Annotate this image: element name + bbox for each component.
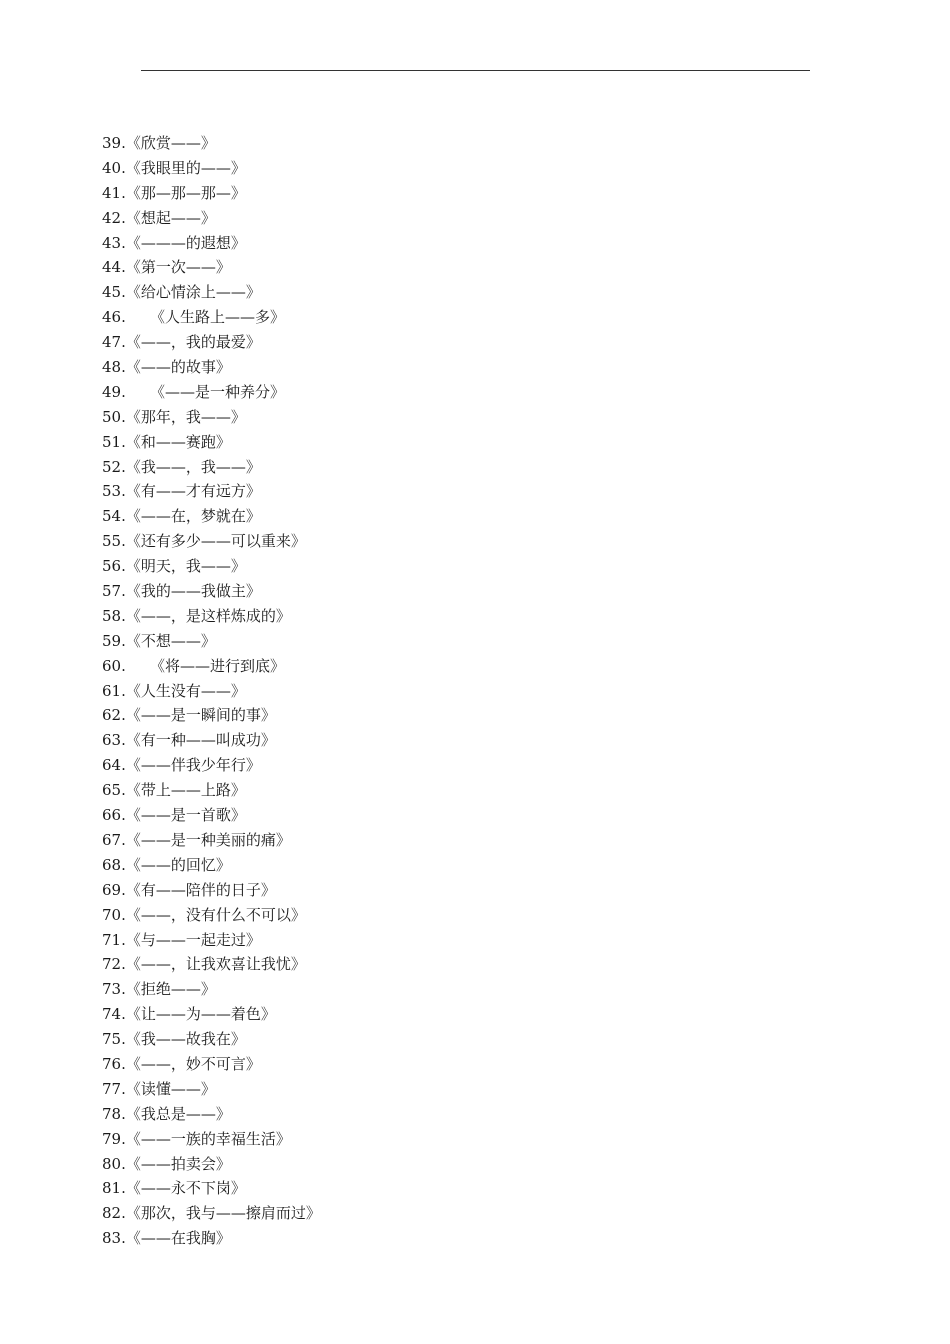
topic-number: 79. — [102, 1129, 126, 1148]
essay-topic-list — [102, 131, 321, 1251]
topic-number: 71. — [102, 930, 126, 949]
list-item — [102, 1102, 321, 1127]
topic-number: 65. — [102, 781, 126, 800]
topic-number: 40. — [102, 158, 126, 177]
topic-title: 《将——进行到底》 — [150, 656, 286, 675]
topic-number: 60. — [102, 656, 126, 675]
list-item — [102, 1127, 321, 1152]
topic-title: 《我——，我——》 — [125, 457, 261, 476]
list-item — [102, 430, 321, 455]
list-item — [102, 355, 321, 380]
topic-number: 54. — [102, 507, 126, 526]
topic-number: 83. — [102, 1229, 126, 1248]
list-item — [102, 1152, 321, 1177]
list-item — [102, 206, 321, 231]
topic-number: 46. — [102, 308, 126, 327]
topic-number: 74. — [102, 1005, 126, 1024]
list-item — [102, 828, 321, 853]
topic-title: 《与——一起走过》 — [125, 930, 261, 949]
topic-title: 《——是一种美丽的痛》 — [125, 830, 291, 849]
list-item — [102, 1052, 321, 1077]
topic-title: 《——的故事》 — [125, 358, 231, 377]
topic-title: 《我眼里的——》 — [125, 158, 246, 177]
list-item — [102, 952, 321, 977]
topic-title: 《给心情涂上——》 — [125, 283, 261, 302]
topic-number: 68. — [102, 855, 126, 874]
topic-title: 《有——陪伴的日子》 — [125, 880, 276, 899]
list-item — [102, 1002, 321, 1027]
list-item — [102, 878, 321, 903]
list-item — [102, 280, 321, 305]
topic-title: 《——一族的幸福生活》 — [125, 1129, 291, 1148]
topic-title: 《和——赛跑》 — [125, 432, 231, 451]
topic-number: 41. — [102, 183, 126, 202]
topic-number: 63. — [102, 731, 126, 750]
topic-title: 《——在我胸》 — [125, 1229, 231, 1248]
topic-number: 56. — [102, 557, 126, 576]
topic-title: 《第一次——》 — [125, 258, 231, 277]
topic-title: 《我总是——》 — [125, 1104, 231, 1123]
topic-number: 82. — [102, 1204, 126, 1223]
topic-title: 《——拍卖会》 — [125, 1154, 231, 1173]
topic-title: 《想起——》 — [125, 208, 216, 227]
topic-title: 《那次，我与——擦肩而过》 — [125, 1204, 321, 1223]
topic-title: 《——是一瞬间的事》 — [125, 706, 276, 725]
topic-title: 《明天，我——》 — [125, 557, 246, 576]
topic-title: 《人生没有——》 — [125, 681, 246, 700]
list-item — [102, 604, 321, 629]
topic-number: 57. — [102, 582, 126, 601]
topic-number: 76. — [102, 1054, 126, 1073]
topic-number: 64. — [102, 756, 126, 775]
topic-title: 《还有多少——可以重来》 — [125, 532, 306, 551]
list-item — [102, 679, 321, 704]
list-item — [102, 1226, 321, 1251]
topic-number: 72. — [102, 955, 126, 974]
list-item — [102, 703, 321, 728]
topic-title: 《——永不下岗》 — [125, 1179, 246, 1198]
list-item — [102, 1077, 321, 1102]
list-item — [102, 803, 321, 828]
list-item — [102, 629, 321, 654]
list-item — [102, 479, 321, 504]
topic-title: 《——，妙不可言》 — [125, 1054, 261, 1073]
topic-title: 《有一种——叫成功》 — [125, 731, 276, 750]
list-item — [102, 181, 321, 206]
topic-number: 75. — [102, 1030, 126, 1049]
topic-number: 67. — [102, 830, 126, 849]
topic-number: 51. — [102, 432, 126, 451]
topic-number: 77. — [102, 1079, 126, 1098]
topic-title: 《——，没有什么不可以》 — [125, 905, 306, 924]
topic-number: 44. — [102, 258, 126, 277]
list-item — [102, 131, 321, 156]
topic-number: 45. — [102, 283, 126, 302]
topic-number: 59. — [102, 631, 126, 650]
list-item — [102, 654, 321, 679]
list-item — [102, 255, 321, 280]
topic-number: 50. — [102, 407, 126, 426]
topic-title: 《不想——》 — [125, 631, 216, 650]
topic-title: 《我的——我做主》 — [125, 582, 261, 601]
topic-title: 《——，我的最爱》 — [125, 333, 261, 352]
topic-title: 《那年，我——》 — [125, 407, 246, 426]
header-rule — [141, 70, 810, 71]
topic-number: 61. — [102, 681, 126, 700]
list-item — [102, 1176, 321, 1201]
list-item — [102, 305, 321, 330]
topic-number: 62. — [102, 706, 126, 725]
list-item — [102, 753, 321, 778]
list-item — [102, 554, 321, 579]
topic-title: 《———的遐想》 — [125, 233, 246, 252]
topic-number: 52. — [102, 457, 126, 476]
topic-title: 《——在，梦就在》 — [125, 507, 261, 526]
topic-number: 73. — [102, 980, 126, 999]
topic-title: 《有——才有远方》 — [125, 482, 261, 501]
topic-number: 43. — [102, 233, 126, 252]
list-item — [102, 380, 321, 405]
topic-number: 39. — [102, 134, 126, 152]
list-item — [102, 1201, 321, 1226]
topic-title: 《——伴我少年行》 — [125, 756, 261, 775]
list-item — [102, 1027, 321, 1052]
topic-number: 81. — [102, 1179, 126, 1198]
list-item — [102, 156, 321, 181]
topic-title: 《我——故我在》 — [125, 1030, 246, 1049]
list-item — [102, 728, 321, 753]
topic-title: 《欣赏——》 — [125, 134, 216, 152]
topic-number: 48. — [102, 358, 126, 377]
topic-number: 70. — [102, 905, 126, 924]
list-item — [102, 853, 321, 878]
topic-number: 69. — [102, 880, 126, 899]
topic-title: 《——，让我欢喜让我忧》 — [125, 955, 306, 974]
topic-number: 80. — [102, 1154, 126, 1173]
list-item — [102, 778, 321, 803]
list-item — [102, 928, 321, 953]
topic-number: 58. — [102, 606, 126, 625]
topic-number: 55. — [102, 532, 126, 551]
topic-title: 《让——为——着色》 — [125, 1005, 276, 1024]
list-item — [102, 330, 321, 355]
list-item — [102, 504, 321, 529]
topic-title: 《带上——上路》 — [125, 781, 246, 800]
topic-title: 《拒绝——》 — [125, 980, 216, 999]
topic-number: 66. — [102, 806, 126, 825]
topic-number: 47. — [102, 333, 126, 352]
topic-title: 《读懂——》 — [125, 1079, 216, 1098]
topic-title: 《那—那—那—》 — [125, 183, 246, 202]
topic-title: 《——是一种养分》 — [150, 382, 286, 401]
topic-title: 《——的回忆》 — [125, 855, 231, 874]
topic-number: 42. — [102, 208, 126, 227]
list-item — [102, 903, 321, 928]
topic-number: 78. — [102, 1104, 126, 1123]
list-item — [102, 579, 321, 604]
list-item — [102, 455, 321, 480]
list-item — [102, 231, 321, 256]
topic-number: 49. — [102, 382, 126, 401]
topic-title: 《人生路上——多》 — [150, 308, 286, 327]
topic-title: 《——是一首歌》 — [125, 806, 246, 825]
topic-number: 53. — [102, 482, 126, 501]
list-item — [102, 405, 321, 430]
list-item — [102, 977, 321, 1002]
topic-title: 《——，是这样炼成的》 — [125, 606, 291, 625]
list-item — [102, 529, 321, 554]
